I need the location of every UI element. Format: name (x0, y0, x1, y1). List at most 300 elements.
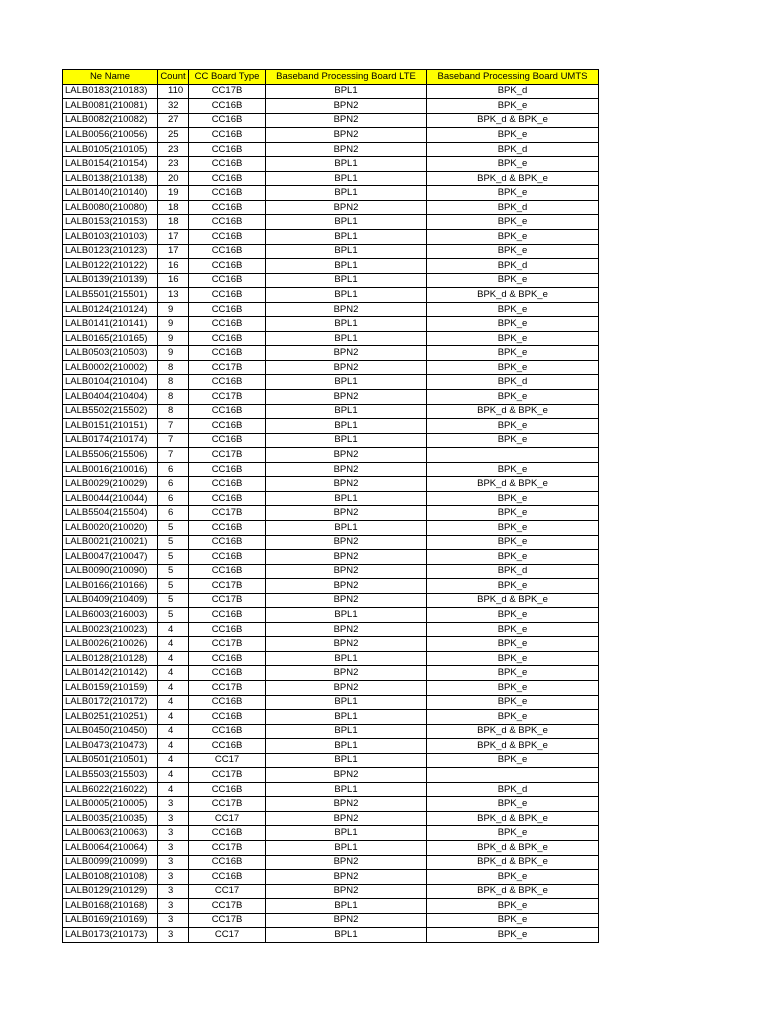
table-row (63, 346, 599, 361)
cell-bb-board-lte: BPN2 (266, 913, 427, 928)
cell-bb-board-umts: BPK_d & BPK_e (427, 884, 599, 899)
table-row (63, 259, 599, 274)
cell-bb-board-umts: BPK_d & BPK_e (427, 739, 599, 754)
cell-cc-board-type: CC16B (189, 608, 266, 623)
cell-ne-name: LALB0056(210056) (63, 128, 158, 143)
cell-cc-board-type: CC16B (189, 782, 266, 797)
cell-bb-board-lte: BPL1 (266, 171, 427, 186)
table-row (63, 913, 599, 928)
cell-ne-name: LALB5503(215503) (63, 768, 158, 783)
cell-ne-name: LALB5504(215504) (63, 506, 158, 521)
cell-count: 3 (158, 913, 189, 928)
header-bb-board-umts: Baseband Processing Board UMTS (427, 70, 599, 85)
cell-count: 9 (158, 346, 189, 361)
cell-cc-board-type: CC17B (189, 593, 266, 608)
cell-cc-board-type: CC17B (189, 840, 266, 855)
table-row (63, 200, 599, 215)
table-row (63, 739, 599, 754)
cell-cc-board-type: CC17B (189, 448, 266, 463)
cell-bb-board-umts: BPK_d (427, 200, 599, 215)
table-row (63, 448, 599, 463)
cell-cc-board-type: CC17B (189, 84, 266, 99)
cell-bb-board-lte: BPL1 (266, 899, 427, 914)
table-row (63, 186, 599, 201)
cell-count: 7 (158, 448, 189, 463)
cell-count: 4 (158, 695, 189, 710)
table-row (63, 230, 599, 245)
cell-bb-board-umts: BPK_e (427, 870, 599, 885)
cell-ne-name: LALB6022(216022) (63, 782, 158, 797)
cell-ne-name: LALB0104(210104) (63, 375, 158, 390)
cell-cc-board-type: CC16B (189, 419, 266, 434)
cell-bb-board-lte: BPN2 (266, 128, 427, 143)
cell-ne-name: LALB0473(210473) (63, 739, 158, 754)
cell-bb-board-lte: BPL1 (266, 244, 427, 259)
cell-bb-board-lte: BPN2 (266, 535, 427, 550)
cell-count: 23 (158, 157, 189, 172)
cell-bb-board-lte: BPN2 (266, 680, 427, 695)
cell-bb-board-umts: BPK_e (427, 128, 599, 143)
cell-bb-board-umts: BPK_e (427, 753, 599, 768)
cell-bb-board-umts (427, 448, 599, 463)
cell-bb-board-lte: BPN2 (266, 768, 427, 783)
cell-count: 27 (158, 113, 189, 128)
cell-bb-board-umts: BPK_e (427, 666, 599, 681)
cell-count: 5 (158, 550, 189, 565)
cell-cc-board-type: CC17B (189, 506, 266, 521)
cell-count: 5 (158, 579, 189, 594)
cell-count: 4 (158, 666, 189, 681)
cell-cc-board-type: CC16B (189, 302, 266, 317)
cell-count: 6 (158, 477, 189, 492)
cell-count: 19 (158, 186, 189, 201)
cell-count: 5 (158, 520, 189, 535)
header-ne-name: Ne Name (63, 70, 158, 85)
table-row (63, 797, 599, 812)
cell-ne-name: LALB0409(210409) (63, 593, 158, 608)
cell-bb-board-lte: BPN2 (266, 477, 427, 492)
cell-cc-board-type: CC17B (189, 797, 266, 812)
cell-bb-board-umts: BPK_e (427, 608, 599, 623)
cell-bb-board-lte: BPL1 (266, 840, 427, 855)
table-row (63, 535, 599, 550)
table-row (63, 811, 599, 826)
cell-bb-board-lte: BPN2 (266, 579, 427, 594)
cell-cc-board-type: CC17 (189, 811, 266, 826)
cell-count: 9 (158, 331, 189, 346)
table-row (63, 419, 599, 434)
cell-bb-board-umts: BPK_e (427, 579, 599, 594)
cell-ne-name: LALB0174(210174) (63, 433, 158, 448)
cell-bb-board-lte: BPL1 (266, 375, 427, 390)
cell-count: 8 (158, 360, 189, 375)
cell-cc-board-type: CC16B (189, 855, 266, 870)
cell-cc-board-type: CC16B (189, 433, 266, 448)
cell-bb-board-lte: BPN2 (266, 99, 427, 114)
cell-count: 4 (158, 637, 189, 652)
cell-bb-board-umts: BPK_e (427, 157, 599, 172)
cell-count: 3 (158, 826, 189, 841)
cell-ne-name: LALB5501(215501) (63, 288, 158, 303)
cell-cc-board-type: CC16B (189, 375, 266, 390)
table-row (63, 826, 599, 841)
cell-ne-name: LALB0154(210154) (63, 157, 158, 172)
cell-ne-name: LALB0404(210404) (63, 390, 158, 405)
cell-cc-board-type: CC16B (189, 346, 266, 361)
cell-bb-board-umts: BPK_d & BPK_e (427, 477, 599, 492)
table-row (63, 215, 599, 230)
cell-count: 6 (158, 462, 189, 477)
cell-count: 3 (158, 811, 189, 826)
cell-bb-board-lte: BPL1 (266, 651, 427, 666)
cell-count: 4 (158, 724, 189, 739)
cell-bb-board-umts: BPK_e (427, 651, 599, 666)
cell-bb-board-umts: BPK_e (427, 390, 599, 405)
cell-count: 8 (158, 375, 189, 390)
cell-bb-board-umts: BPK_e (427, 346, 599, 361)
table-row (63, 244, 599, 259)
cell-ne-name: LALB0151(210151) (63, 419, 158, 434)
cell-count: 4 (158, 768, 189, 783)
table-row (63, 680, 599, 695)
cell-ne-name: LALB0251(210251) (63, 710, 158, 725)
cell-count: 3 (158, 797, 189, 812)
cell-ne-name: LALB0159(210159) (63, 680, 158, 695)
cell-bb-board-lte: BPL1 (266, 317, 427, 332)
table-row (63, 390, 599, 405)
header-row (63, 70, 599, 85)
table-row (63, 550, 599, 565)
cell-bb-board-lte: BPL1 (266, 288, 427, 303)
cell-bb-board-lte: BPL1 (266, 186, 427, 201)
cell-count: 16 (158, 273, 189, 288)
cell-bb-board-umts: BPK_e (427, 186, 599, 201)
table-row (63, 433, 599, 448)
table-row (63, 331, 599, 346)
table-row (63, 360, 599, 375)
table-row (63, 840, 599, 855)
cell-count: 3 (158, 928, 189, 943)
cell-cc-board-type: CC16B (189, 477, 266, 492)
cell-cc-board-type: CC16B (189, 215, 266, 230)
header-count: Count (158, 70, 189, 85)
table-row (63, 288, 599, 303)
cell-bb-board-lte: BPN2 (266, 506, 427, 521)
cell-cc-board-type: CC16B (189, 564, 266, 579)
cell-bb-board-lte: BPN2 (266, 302, 427, 317)
cell-bb-board-umts: BPK_d (427, 564, 599, 579)
cell-bb-board-lte: BPN2 (266, 666, 427, 681)
table-row (63, 870, 599, 885)
cell-cc-board-type: CC17 (189, 928, 266, 943)
cell-bb-board-lte: BPN2 (266, 390, 427, 405)
cell-ne-name: LALB0140(210140) (63, 186, 158, 201)
cell-ne-name: LALB5506(215506) (63, 448, 158, 463)
cell-bb-board-lte: BPN2 (266, 346, 427, 361)
cell-count: 3 (158, 899, 189, 914)
table-row (63, 273, 599, 288)
table-row (63, 375, 599, 390)
table-row (63, 462, 599, 477)
cell-ne-name: LALB0123(210123) (63, 244, 158, 259)
table-row (63, 99, 599, 114)
cell-count: 110 (158, 84, 189, 99)
table-row (63, 899, 599, 914)
table-row (63, 84, 599, 99)
table-row (63, 884, 599, 899)
cell-bb-board-lte: BPN2 (266, 448, 427, 463)
cell-cc-board-type: CC16B (189, 622, 266, 637)
cell-ne-name: LALB0166(210166) (63, 579, 158, 594)
cell-bb-board-umts: BPK_d (427, 84, 599, 99)
cell-ne-name: LALB0183(210183) (63, 84, 158, 99)
cell-bb-board-umts: BPK_d & BPK_e (427, 288, 599, 303)
table-row (63, 477, 599, 492)
cell-count: 4 (158, 651, 189, 666)
table-row (63, 782, 599, 797)
cell-bb-board-lte: BPN2 (266, 142, 427, 157)
cell-ne-name: LALB0129(210129) (63, 884, 158, 899)
cell-ne-name: LALB0103(210103) (63, 230, 158, 245)
cell-bb-board-lte: BPN2 (266, 870, 427, 885)
table-row (63, 608, 599, 623)
cell-bb-board-lte: BPL1 (266, 826, 427, 841)
cell-bb-board-lte: BPL1 (266, 491, 427, 506)
cell-count: 3 (158, 884, 189, 899)
cell-cc-board-type: CC16B (189, 200, 266, 215)
cell-ne-name: LALB0029(210029) (63, 477, 158, 492)
cell-cc-board-type: CC16B (189, 520, 266, 535)
cell-bb-board-lte: BPN2 (266, 797, 427, 812)
cell-bb-board-lte: BPN2 (266, 622, 427, 637)
cell-cc-board-type: CC16B (189, 826, 266, 841)
cell-bb-board-umts: BPK_d (427, 782, 599, 797)
cell-cc-board-type: CC16B (189, 666, 266, 681)
cell-cc-board-type: CC17B (189, 637, 266, 652)
cell-bb-board-lte: BPL1 (266, 419, 427, 434)
cell-bb-board-lte: BPL1 (266, 331, 427, 346)
cell-cc-board-type: CC16B (189, 710, 266, 725)
cell-bb-board-lte: BPL1 (266, 157, 427, 172)
table-row (63, 579, 599, 594)
cell-ne-name: LALB0090(210090) (63, 564, 158, 579)
cell-count: 6 (158, 491, 189, 506)
cell-bb-board-umts: BPK_e (427, 331, 599, 346)
cell-ne-name: LALB0172(210172) (63, 695, 158, 710)
cell-count: 4 (158, 710, 189, 725)
table-row (63, 142, 599, 157)
cell-cc-board-type: CC16B (189, 491, 266, 506)
cell-bb-board-lte: BPL1 (266, 520, 427, 535)
cell-count: 25 (158, 128, 189, 143)
cell-cc-board-type: CC16B (189, 259, 266, 274)
cell-ne-name: LALB0044(210044) (63, 491, 158, 506)
cell-ne-name: LALB0173(210173) (63, 928, 158, 943)
cell-bb-board-lte: BPL1 (266, 433, 427, 448)
cell-cc-board-type: CC16B (189, 695, 266, 710)
cell-ne-name: LALB0035(210035) (63, 811, 158, 826)
cell-bb-board-lte: BPN2 (266, 113, 427, 128)
cell-bb-board-umts: BPK_e (427, 550, 599, 565)
cell-count: 16 (158, 259, 189, 274)
board-inventory-table (62, 69, 599, 943)
table-row (63, 855, 599, 870)
cell-bb-board-lte: BPN2 (266, 637, 427, 652)
cell-bb-board-umts: BPK_e (427, 433, 599, 448)
table-row (63, 157, 599, 172)
cell-bb-board-lte: BPL1 (266, 695, 427, 710)
cell-ne-name: LALB0080(210080) (63, 200, 158, 215)
cell-ne-name: LALB0063(210063) (63, 826, 158, 841)
table-row (63, 651, 599, 666)
cell-bb-board-lte: BPL1 (266, 84, 427, 99)
cell-count: 5 (158, 535, 189, 550)
cell-cc-board-type: CC16B (189, 157, 266, 172)
cell-bb-board-lte: BPN2 (266, 811, 427, 826)
cell-bb-board-umts: BPK_d & BPK_e (427, 840, 599, 855)
cell-cc-board-type: CC17 (189, 884, 266, 899)
cell-bb-board-umts: BPK_d (427, 375, 599, 390)
cell-bb-board-umts: BPK_d & BPK_e (427, 855, 599, 870)
cell-cc-board-type: CC17B (189, 899, 266, 914)
cell-count: 7 (158, 419, 189, 434)
cell-bb-board-lte: BPL1 (266, 724, 427, 739)
cell-bb-board-umts: BPK_e (427, 506, 599, 521)
table-row (63, 113, 599, 128)
cell-bb-board-lte: BPN2 (266, 550, 427, 565)
table-row (63, 666, 599, 681)
cell-cc-board-type: CC16B (189, 724, 266, 739)
cell-count: 8 (158, 390, 189, 405)
cell-bb-board-umts: BPK_e (427, 244, 599, 259)
cell-bb-board-umts: BPK_e (427, 899, 599, 914)
cell-ne-name: LALB0168(210168) (63, 899, 158, 914)
cell-bb-board-lte: BPN2 (266, 360, 427, 375)
cell-count: 13 (158, 288, 189, 303)
cell-bb-board-umts (427, 768, 599, 783)
table-row (63, 506, 599, 521)
cell-cc-board-type: CC16B (189, 99, 266, 114)
cell-ne-name: LALB0023(210023) (63, 622, 158, 637)
table-row (63, 317, 599, 332)
table-row (63, 695, 599, 710)
cell-bb-board-umts: BPK_e (427, 535, 599, 550)
cell-count: 17 (158, 244, 189, 259)
cell-count: 9 (158, 302, 189, 317)
cell-ne-name: LALB0105(210105) (63, 142, 158, 157)
cell-cc-board-type: CC16B (189, 550, 266, 565)
cell-bb-board-umts: BPK_d & BPK_e (427, 171, 599, 186)
table-row (63, 928, 599, 943)
cell-bb-board-lte: BPL1 (266, 739, 427, 754)
cell-cc-board-type: CC16B (189, 331, 266, 346)
cell-ne-name: LALB0501(210501) (63, 753, 158, 768)
cell-cc-board-type: CC16B (189, 244, 266, 259)
cell-cc-board-type: CC16B (189, 288, 266, 303)
cell-cc-board-type: CC16B (189, 651, 266, 666)
cell-bb-board-umts: BPK_e (427, 215, 599, 230)
cell-count: 18 (158, 215, 189, 230)
table-row (63, 622, 599, 637)
cell-ne-name: LALB0108(210108) (63, 870, 158, 885)
cell-count: 8 (158, 404, 189, 419)
cell-ne-name: LALB0047(210047) (63, 550, 158, 565)
cell-ne-name: LALB0128(210128) (63, 651, 158, 666)
cell-bb-board-umts: BPK_e (427, 302, 599, 317)
cell-ne-name: LALB0503(210503) (63, 346, 158, 361)
cell-cc-board-type: CC17B (189, 579, 266, 594)
table-body (63, 84, 599, 942)
cell-count: 4 (158, 622, 189, 637)
cell-ne-name: LALB0026(210026) (63, 637, 158, 652)
cell-bb-board-lte: BPL1 (266, 215, 427, 230)
cell-ne-name: LALB0169(210169) (63, 913, 158, 928)
cell-bb-board-lte: BPN2 (266, 200, 427, 215)
cell-ne-name: LALB0021(210021) (63, 535, 158, 550)
cell-cc-board-type: CC17 (189, 753, 266, 768)
cell-bb-board-umts: BPK_d & BPK_e (427, 593, 599, 608)
cell-count: 32 (158, 99, 189, 114)
cell-cc-board-type: CC17B (189, 360, 266, 375)
cell-count: 6 (158, 506, 189, 521)
cell-ne-name: LALB0081(210081) (63, 99, 158, 114)
table-row (63, 128, 599, 143)
cell-ne-name: LALB0082(210082) (63, 113, 158, 128)
cell-bb-board-lte: BPL1 (266, 608, 427, 623)
cell-bb-board-umts: BPK_e (427, 419, 599, 434)
cell-ne-name: LALB0002(210002) (63, 360, 158, 375)
table-row (63, 520, 599, 535)
cell-bb-board-umts: BPK_d (427, 259, 599, 274)
cell-bb-board-umts: BPK_d (427, 142, 599, 157)
cell-ne-name: LALB0099(210099) (63, 855, 158, 870)
cell-cc-board-type: CC16B (189, 462, 266, 477)
cell-ne-name: LALB0142(210142) (63, 666, 158, 681)
cell-count: 9 (158, 317, 189, 332)
cell-count: 3 (158, 840, 189, 855)
cell-ne-name: LALB0153(210153) (63, 215, 158, 230)
cell-cc-board-type: CC16B (189, 535, 266, 550)
header-cc-board-type: CC Board Type (189, 70, 266, 85)
cell-cc-board-type: CC16B (189, 273, 266, 288)
cell-count: 4 (158, 680, 189, 695)
cell-count: 20 (158, 171, 189, 186)
table-row (63, 491, 599, 506)
cell-bb-board-umts: BPK_d & BPK_e (427, 404, 599, 419)
cell-bb-board-lte: BPL1 (266, 753, 427, 768)
cell-count: 4 (158, 782, 189, 797)
cell-cc-board-type: CC17B (189, 390, 266, 405)
cell-count: 3 (158, 855, 189, 870)
cell-bb-board-umts: BPK_e (427, 928, 599, 943)
cell-bb-board-lte: BPL1 (266, 710, 427, 725)
cell-bb-board-umts: BPK_d & BPK_e (427, 113, 599, 128)
table-row (63, 724, 599, 739)
cell-ne-name: LALB0064(210064) (63, 840, 158, 855)
cell-count: 7 (158, 433, 189, 448)
cell-ne-name: LALB0124(210124) (63, 302, 158, 317)
cell-bb-board-umts: BPK_e (427, 491, 599, 506)
cell-bb-board-umts: BPK_e (427, 622, 599, 637)
cell-ne-name: LALB0165(210165) (63, 331, 158, 346)
cell-bb-board-umts: BPK_e (427, 913, 599, 928)
table-row (63, 593, 599, 608)
cell-bb-board-lte: BPL1 (266, 259, 427, 274)
cell-cc-board-type: CC17B (189, 680, 266, 695)
cell-ne-name: LALB0138(210138) (63, 171, 158, 186)
cell-cc-board-type: CC17B (189, 913, 266, 928)
cell-ne-name: LALB0016(210016) (63, 462, 158, 477)
